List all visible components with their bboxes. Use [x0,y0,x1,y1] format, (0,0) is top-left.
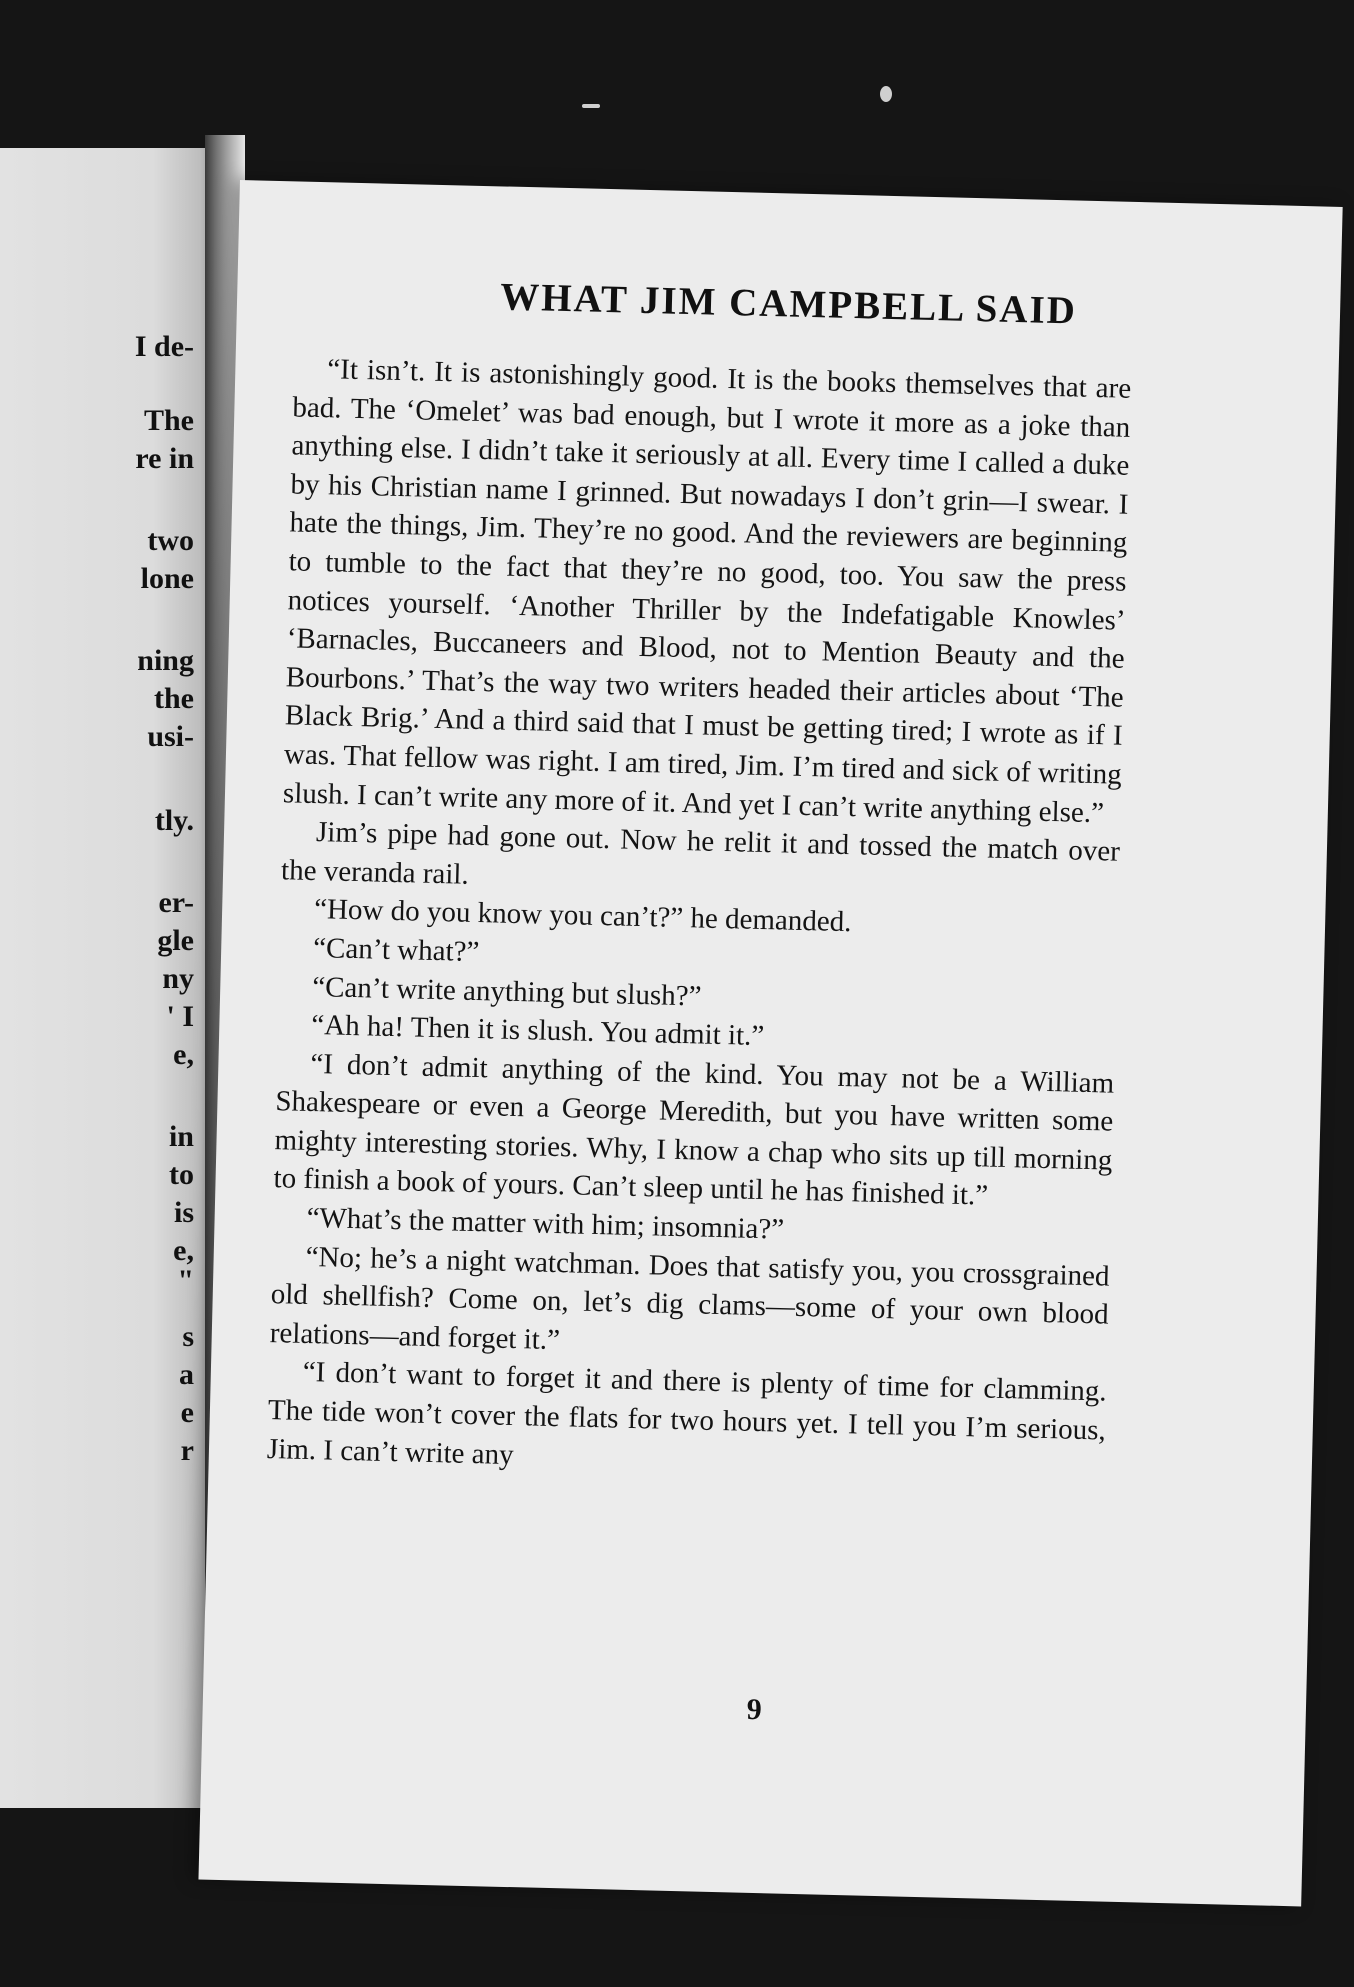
paragraph: Jim’s pipe had gone out. Now he relit it and tossed the match over the veranda rail. [280,816,1121,891]
left-page-fragment: ' I [166,1000,194,1033]
left-page [0,148,218,1808]
left-page-fragment: tly. [154,804,194,837]
left-page-fragment: is [173,1196,194,1229]
paragraph: “What’s the matter with him; insomnia?” [306,1202,785,1246]
left-page-fragment: I de- [134,330,194,363]
paragraph: “I don’t want to forget it and there is plenty of time for clamming. The tide won’t cover the flats for two hours yet. I tell you I’m serious, Jim. I can’t write any [266,1356,1108,1471]
left-page-fragment: e, [173,1038,194,1071]
left-page-fragment: lone [140,562,194,595]
paragraph: “Can’t write anything but slush?” [311,970,702,1013]
left-page-fragment: in [168,1120,194,1153]
dust-speck [880,86,892,102]
left-page-fragment: to [169,1158,194,1191]
left-page-fragment: two [147,524,194,557]
paragraph: “No; he’s a night watchman. Does that satisfy you, you crossgrained old shellfish? Come on, let’s dig clams—some of your own blood relations—and forget it.” [269,1240,1110,1357]
left-page-fragment: ny [162,962,194,995]
left-page-fragment: the [154,682,194,715]
page-title: WHAT JIM CAMPBELL SAID [499,275,1078,333]
left-page-fragment: r [180,1434,194,1467]
left-page-fragment: er- [158,886,194,919]
dust-speck [582,104,600,108]
page-body [267,349,1132,1488]
paragraph: “How do you know you can’t?” he demanded. [313,893,852,939]
left-page-fragment: " [177,1264,194,1297]
paragraph: “Ah ha! Then it is slush. You admit it.” [310,1009,765,1053]
paragraph: “Can’t what?” [312,931,480,968]
paragraph: “I don’t admit anything of the kind. You may not be a William Shakespeare or even a George Meredith, but you have written some mighty interesting stories. Why, I know a chap who sits up till morning to finish a book of yours. Can’t sleep until he has finished it.” [273,1047,1115,1213]
left-page-fragment: s [182,1320,194,1353]
left-page-fragment: re in [135,442,194,475]
left-page-fragment: gle [157,924,194,957]
left-page-fragment: e [180,1396,194,1429]
left-page-fragment: a [179,1358,194,1391]
left-page-fragment: The [143,404,194,437]
left-page-fragment: ning [137,644,194,677]
right-page [198,180,1342,1906]
left-page-fragment: e, [173,1234,194,1267]
paragraph: “It isn’t. It is astonishingly good. It is the books themselves that are bad. The ‘Omelet’ was bad enough, but I wrote it more as a joke than anything else. I didn’t take it seriously at all. Every time I called a duke by his Christian name I grinned. But nowadays I don’t grin—I swear. I hate the things, Jim. They’re no good. And the reviewers are beginning to tumble to the fact that they’re no good, too. You saw the press notices yourself. ‘Another Thriller by the Indefatigable Knowles’ ‘Barnacles, Buccaneers and Blood, not to Mention Beauty and the Bourbons.’ That’s the way two writers headed their articles about ‘The Black Brig.’ And a third said that I must be getting tired; I wrote as if I was. That fellow was right. I am tired, Jim. I’m tired and sick of writing slush. I can’t write any more of it. And yet I can’t write anything else.” [282,353,1132,829]
page-number: 9 [746,1692,763,1727]
left-page-fragment: usi- [147,720,194,753]
